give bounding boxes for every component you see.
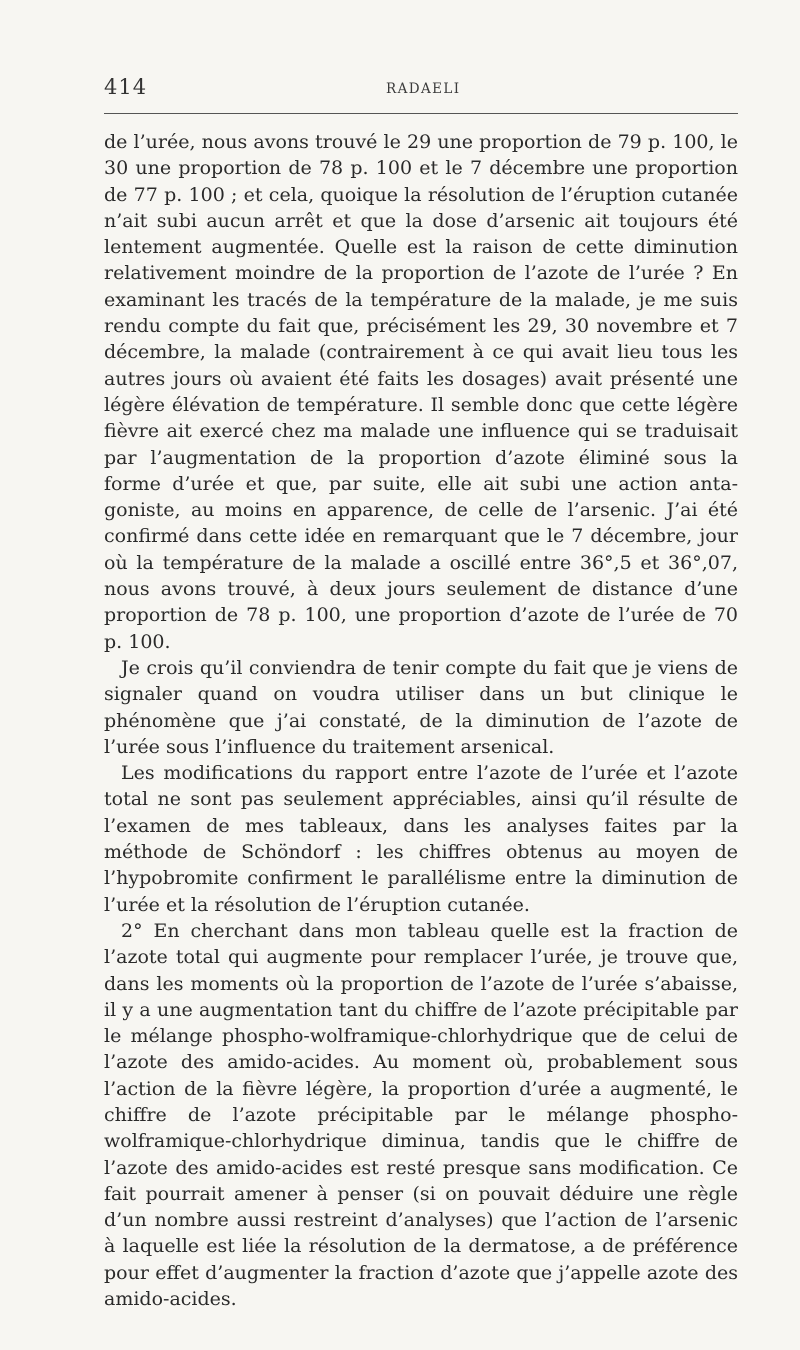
- paragraph-3: Les modifications du rapport entre l’azote de l’urée et l’azote total ne sont pas seulement appréciables, ainsi qu’il résulte de l’examen de mes tableaux, dans les analyses faites par la méthode de Schöndorf : les chiffres obtenus au moyen de l’hypobromite confirment le parallélisme entre la diminution de l’urée et la résolution de l’éruption cutanée.: [104, 762, 738, 916]
- paragraph-2: Je crois qu’il conviendra de tenir compte du fait que je viens de signaler quand on voudra utiliser dans un but clinique le phénomène que j’ai constaté, de la diminution de l’azote de l’urée sous l’influence du traitement arsenical.: [104, 656, 738, 758]
- page-header: [104, 74, 738, 104]
- paragraph-1: de l’urée, nous avons trouvé le 29 une proportion de 79 p. 100, le 30 une proportion de 78 p. 100 et le 7 décembre une proportion de 77 p. 100 ; et cela, quoique la résolution de l’éruption cutanée n’ait subi aucun arrêt et que la dose d’arsenic ait toujours été lentement augmentée. Quelle est la raison de cette diminution relativement moindre de la proportion de l’azote de l’urée ? En examinant les tracés de la température de la malade, je me suis rendu compte du fait que, précisément les 29, 30 novembre et 7 décembre, la malade (contrairement à ce qui avait lieu tous les autres jours où avaient été faits les dosages) avait présenté une légère élévation de température. Il semble donc que cette légère fièvre ait exercé chez ma malade une influence qui se traduisait par l’augmentation de la proportion d’azote éliminé sous la forme d’urée et que, par suite, elle ait subi une action antagoniste, au moins en apparence, de celle de l’arsenic. J’ai été confirmé dans cette idée en remarquant que le 7 décembre, jour où la température de la malade a oscillé entre 36°,5 et 36°,07, nous avons trouvé, à deux jours seulement de distance d’une proportion de 78 p. 100, une proportion d’azote de l’urée de 70 p. 100.: [104, 131, 738, 653]
- paragraph-4: 2° En cherchant dans mon tableau quelle est la fraction de l’azote total qui augmente pour remplacer l’urée, je trouve que, dans les moments où la proportion de l’azote de l’urée s’abaisse, il y a une augmentation tant du chiffre de l’azote précipitable par le mélange phospho-wolframique-chlorhydrique que de celui de l’azote des amido-acides. Au moment où, probablement sous l’action de la fièvre légère, la proportion d’urée a augmenté, le chiffre de l’azote précipitable par le mélange phospho-wolframique-chlorhydrique diminua, tandis que le chiffre de l’azote des amido-acides est resté presque sans modification. Ce fait pourrait amener à penser (si on pouvait déduire une règle d’un nombre aussi restreint d’analyses) que l’action de l’arsenic à laquelle est liée la résolution de la dermatose, a de préférence pour effet d’augmenter la fraction d’azote que j’appelle azote des amido-acides.: [104, 919, 738, 1311]
- running-head-author: RADAELI: [386, 81, 461, 97]
- header-rule: [104, 113, 738, 114]
- page-number: 414: [104, 75, 148, 99]
- article-body: [104, 129, 738, 1312]
